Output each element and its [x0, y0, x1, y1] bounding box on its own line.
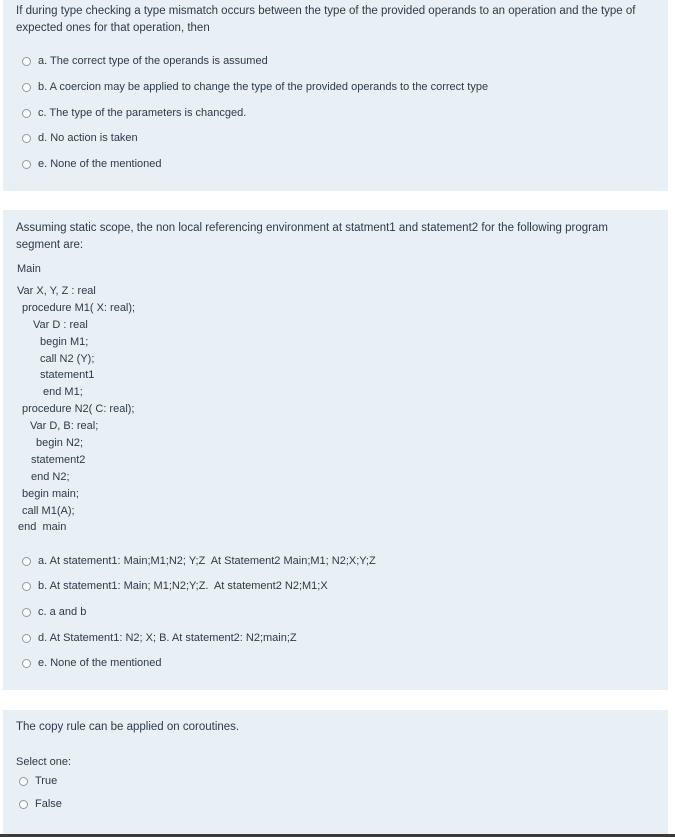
q1-option-d[interactable]: [22, 130, 138, 146]
code-line: Var D, B: real;: [30, 420, 99, 432]
radio-button[interactable]: [22, 83, 31, 92]
option-label: a. At statement1: Main;M1;N2; Y;Z At Statement2 Main;M1; N2;X;Y;Z: [38, 555, 376, 567]
q3-option-true[interactable]: [19, 773, 57, 789]
code-line: begin N2;: [36, 437, 84, 449]
option-label: b. A coercion may be applied to change the type of the provided operands to the correct type: [38, 81, 489, 93]
code-line: end N2;: [31, 471, 70, 483]
radio-button[interactable]: [22, 659, 31, 668]
question-3-text: The copy rule can be applied on coroutines.: [16, 721, 240, 733]
radio-button[interactable]: [22, 134, 31, 143]
code-line: call M1(A);: [22, 505, 75, 517]
option-label: a. The correct type of the operands is assumed: [38, 55, 268, 67]
q2-option-c[interactable]: [22, 604, 86, 620]
q2-option-d[interactable]: [22, 630, 297, 646]
code-line: procedure N2( C: real);: [22, 403, 135, 415]
option-label: d. At Statement1: N2; X; B. At statement2: N2;main;Z: [38, 632, 297, 644]
option-label: e. None of the mentioned: [38, 158, 162, 170]
code-line: statement1: [40, 369, 95, 381]
code-line: procedure M1( X: real);: [22, 302, 136, 314]
code-line: begin main;: [22, 488, 79, 500]
question-2-text: Assuming static scope, the non local referencing environment at statment1 and statement2 for the following program segment are:: [16, 222, 608, 251]
q1-option-c[interactable]: [22, 105, 246, 121]
option-label: c. The type of the parameters is chancged.: [38, 107, 247, 119]
q1-option-b[interactable]: [22, 79, 488, 95]
radio-button[interactable]: [19, 777, 28, 786]
option-label: False: [35, 798, 62, 810]
q1-option-e[interactable]: [22, 156, 162, 172]
radio-button[interactable]: [22, 634, 31, 643]
code-line: end main: [18, 521, 67, 533]
option-label: b. At statement1: Main; M1;N2;Y;Z. At statement2 N2;M1;X: [38, 580, 328, 592]
radio-button[interactable]: [19, 800, 28, 809]
option-label: d. No action is taken: [38, 132, 138, 144]
code-line: statement2: [31, 454, 86, 466]
code-line: Var D : real: [33, 319, 88, 331]
q2-option-e[interactable]: [22, 655, 162, 671]
radio-button[interactable]: [22, 582, 31, 591]
code-line: end M1;: [43, 386, 83, 398]
code-line: begin M1;: [40, 336, 89, 348]
q2-option-b[interactable]: [22, 578, 328, 594]
option-label: c. a and b: [38, 606, 87, 618]
code-line: call N2 (Y);: [40, 353, 95, 365]
question-1-text: If during type checking a type mismatch occurs between the type of the provided operands to an operation and the type of expected ones for that operation, then: [16, 5, 636, 34]
radio-button[interactable]: [22, 109, 31, 118]
radio-button[interactable]: [22, 160, 31, 169]
question-card-2: [3, 210, 668, 690]
question-card-1: [3, 0, 668, 191]
q1-option-a[interactable]: [22, 53, 268, 69]
code-line: Var X, Y, Z : real: [17, 285, 96, 297]
q3-option-false[interactable]: [19, 796, 62, 812]
select-one-label: Select one:: [16, 756, 72, 768]
radio-button[interactable]: [22, 557, 31, 566]
question-card-3: [3, 710, 668, 834]
q2-option-a[interactable]: [22, 553, 376, 569]
option-label: True: [35, 775, 58, 787]
radio-button[interactable]: [22, 608, 31, 617]
code-line: Main: [17, 263, 41, 275]
option-label: e. None of the mentioned: [38, 657, 162, 669]
radio-button[interactable]: [22, 57, 31, 66]
